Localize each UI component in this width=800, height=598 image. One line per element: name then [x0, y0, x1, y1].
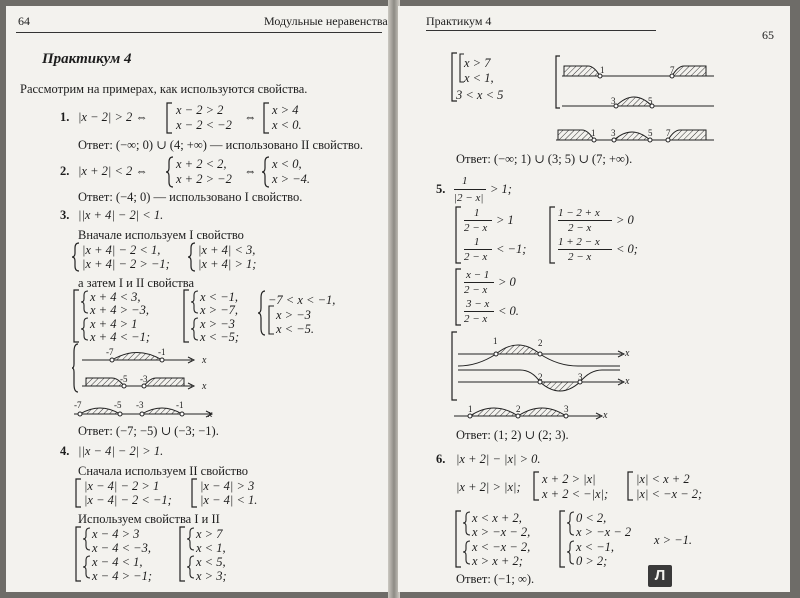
- right-page: [398, 6, 790, 592]
- ex6-sysB-1: |x| < x + 2: [636, 472, 690, 486]
- ex3-sysB-2: |x + 4| > 1;: [198, 257, 257, 271]
- ex3-number-lines: [72, 342, 222, 394]
- ex3-l1-label-1: -7: [106, 347, 114, 357]
- ex3-step2: а затем I и II свойства: [78, 276, 195, 290]
- ex1-bracket2: [262, 102, 270, 134]
- ex5-sysA-1-den: 2 − x: [464, 222, 488, 234]
- ex5-d-axis-3: x: [603, 410, 608, 421]
- intro-text: Рассмотрим на примерах, как используются свойства.: [20, 82, 308, 96]
- ex3-l2-label-1: -5: [120, 374, 128, 384]
- ex1-lhs: |x − 2| > 2 ⇔: [78, 110, 148, 124]
- ex3-sysA-2: |x + 4| − 2 > −1;: [82, 257, 170, 271]
- ex1-sys2-line2: x < 0.: [272, 118, 302, 132]
- ex6-sysD-2: x > −x − 2: [576, 525, 632, 539]
- ex4-sysC-3: x − 4 < 1,: [92, 555, 143, 569]
- ex4-sysD-4: x > 3;: [196, 569, 227, 583]
- ex4-sysB-2: |x − 4| < 1.: [200, 493, 258, 507]
- ex1-sys2-line1: x > 4: [272, 103, 299, 117]
- header-rule: [16, 32, 382, 33]
- ex2-brace2: [262, 156, 270, 188]
- ex4-l3-label-3: 5: [648, 128, 653, 138]
- ex2-sys1-line2: x + 2 > −2: [176, 172, 232, 186]
- ex4-sysC-1: x − 4 > 3: [92, 527, 140, 541]
- ex1-answer: Ответ: (−∞; 0) ∪ (4; +∞) — использовано II свойство.: [78, 138, 364, 152]
- ex5-d-label-5: 1: [468, 404, 473, 414]
- ex2-sys1-line1: x + 2 < 2,: [176, 157, 227, 171]
- ex5-d-label-2: 2: [538, 338, 543, 348]
- ex4-sysA-2: |x − 4| − 2 < −1;: [84, 493, 172, 507]
- ex4-number-lines: [554, 54, 720, 152]
- ex5-d-label-6: 2: [516, 404, 521, 414]
- ex3-l3-axis: x: [208, 409, 213, 420]
- ex5-frac-bar: [454, 189, 486, 190]
- ex4-sysC-4: x − 4 > −1;: [92, 569, 153, 583]
- ex3-l3-label-3: -3: [136, 400, 144, 410]
- ex3-sysD-4: x < −5;: [200, 330, 240, 344]
- ex5-sysB-2-rel: < 0;: [616, 242, 638, 256]
- ex6-sysA-2: x + 2 < −|x|;: [542, 487, 609, 501]
- ex2-sys2-line1: x < 0,: [272, 157, 302, 171]
- ex4-answer: Ответ: (−∞; 1) ∪ (3; 5) ∪ (7; +∞).: [456, 152, 633, 166]
- ex5-sysA-2-den: 2 − x: [464, 251, 488, 263]
- ex5-d-axis-2: x: [625, 376, 630, 387]
- ex5-bracket-c: [454, 268, 462, 326]
- ex3-answer: Ответ: (−7; −5) ∪ (−3; −1).: [78, 424, 219, 438]
- ex4-sysB-1: |x − 4| > 3: [200, 479, 255, 493]
- ex5-sysC-2-den: 2 − x: [464, 313, 488, 325]
- ex2-number: 2.: [60, 164, 70, 178]
- left-page: [6, 6, 390, 592]
- ex5-answer: Ответ: (1; 2) ∪ (2; 3).: [456, 428, 569, 442]
- ex6-line1: |x + 2| > |x|;: [456, 480, 521, 494]
- ex5-sysA-2-rel: < −1;: [496, 242, 527, 256]
- ex3-sysE-2: x > −3: [276, 308, 311, 322]
- ex5-sysC-1-den: 2 − x: [464, 284, 488, 296]
- ex5-sysA-2-num: 1: [474, 236, 480, 248]
- ex4-l3-label-1: 1: [591, 128, 596, 138]
- ex5-sysA-1-rel: > 1: [496, 213, 514, 227]
- ex5-number: 5.: [436, 182, 446, 196]
- ex3-sysC-2: x + 4 > −3,: [90, 303, 149, 317]
- ex4-l3-label-4: 7: [666, 128, 671, 138]
- ex6-sysC-3: x < −x − 2,: [472, 540, 531, 554]
- ex1-number: 1.: [60, 110, 70, 124]
- ex3-l3-label-1: -7: [74, 400, 82, 410]
- ex3-sysD-3: x > −3: [200, 317, 235, 331]
- ex5-sysB-1-den: 2 − x: [568, 222, 592, 234]
- ex3-step1: Вначале используем I свойство: [78, 228, 244, 242]
- ex5-sysA-1-num: 1: [474, 207, 480, 219]
- ex3-brace-b: [188, 242, 196, 272]
- ex3-brace-a: [72, 242, 80, 272]
- ex3-sysE-3: x < −5.: [276, 322, 315, 336]
- ex6-sysC-4: x > x + 2;: [472, 554, 523, 568]
- top-sys-3: 3 < x < 5: [456, 88, 504, 102]
- ex3-sysE-1: −7 < x < −1,: [268, 293, 336, 307]
- ex3-sysD-2: x > −7,: [200, 303, 239, 317]
- ex4-sysA-1: |x − 4| − 2 > 1: [84, 479, 160, 493]
- ex4-sysD-3: x < 5,: [196, 555, 226, 569]
- ex5-d-label-7: 3: [564, 404, 569, 414]
- ex5-sysC-1-rel: > 0: [498, 275, 516, 289]
- page-number: 64: [18, 14, 30, 28]
- ex5-sysC-2-num: 3 − x: [466, 298, 490, 310]
- ex6-sysD-1: 0 < 2,: [576, 511, 607, 525]
- ex5-sysB-1-num: 1 − 2 + x: [558, 207, 600, 219]
- ex5-d-axis-1: x: [625, 348, 630, 359]
- ex6-sysD-4: 0 > 2;: [576, 554, 608, 568]
- ex1-arrow: ⇔: [244, 110, 257, 124]
- ex2-lhs: |x + 2| < 2 ⇔: [78, 164, 148, 178]
- ex4-l1-label-1: 1: [600, 65, 605, 75]
- top-sys-2: x < 1,: [464, 71, 494, 85]
- ex5-sysC-1-num: x − 1: [466, 269, 490, 281]
- ex3-sysC-3: x + 4 > 1: [90, 317, 138, 331]
- ex3-sysC-1: x + 4 < 3,: [90, 290, 141, 304]
- ex4-sysC-2: x − 4 < −3,: [92, 541, 151, 555]
- ex3-sysC-4: x + 4 < −1;: [90, 330, 151, 344]
- ex5-sysC-2-rel: < 0.: [498, 304, 519, 318]
- ex4-l3-label-2: 3: [611, 128, 616, 138]
- ex3-l2-axis: x: [202, 381, 207, 392]
- ex4-sysD-1: x > 7: [196, 527, 223, 541]
- ex5-d-label-1: 1: [493, 336, 498, 346]
- ex3-sysA-1: |x + 4| − 2 < 1,: [82, 243, 161, 257]
- ex5-sysB-2-den: 2 − x: [568, 251, 592, 263]
- ex5-frac-den: |2 − x|: [454, 192, 484, 204]
- ex3-l3-label-4: -1: [176, 400, 184, 410]
- ex6-bracket-b: [626, 471, 634, 501]
- ex5-d-label-4: 3: [578, 372, 583, 382]
- ex4-bracket-a: [74, 478, 82, 508]
- ex5-d-label-3: 2: [538, 372, 543, 382]
- ex1-bracket: [165, 102, 173, 134]
- ex6-answer: Ответ: (−1; ∞).: [456, 572, 535, 586]
- ex6-sysA-1: x + 2 > |x|: [542, 472, 596, 486]
- ex6-sysC-2: x > −x − 2,: [472, 525, 531, 539]
- ex6-number: 6.: [436, 452, 446, 466]
- page-number: 65: [762, 28, 774, 42]
- ex5-sysB-1-rel: > 0: [616, 213, 634, 227]
- ex3-sysD-1: x < −1,: [200, 290, 239, 304]
- ex4-l2-label-1: 3: [611, 96, 616, 106]
- header-rule: [426, 30, 656, 31]
- ex3-l2-label-2: -3: [140, 374, 148, 384]
- ex6-sysC-1: x < x + 2,: [472, 511, 522, 525]
- ex4-bracket-b: [190, 478, 198, 508]
- ex3-l1-label-2: -1: [158, 347, 166, 357]
- ex1-sys1-line1: x − 2 > 2: [176, 103, 224, 117]
- ex2-answer: Ответ: (−4; 0) — использовано I свойство.: [78, 190, 303, 204]
- top-sys-1: x > 7: [464, 56, 491, 70]
- ex6-sysD-3: x < −1,: [576, 540, 615, 554]
- ex2-sys2-line2: x > −4.: [272, 172, 311, 186]
- ex6-sysB-2: |x| < −x − 2;: [636, 487, 703, 501]
- ex6-lhs: |x + 2| − |x| > 0.: [456, 452, 541, 466]
- ex5-lhs: > 1;: [490, 182, 512, 196]
- ex3-sysB-1: |x + 4| < 3,: [198, 243, 256, 257]
- ex2-arrow: ⇔: [244, 164, 257, 178]
- ex2-brace: [166, 156, 174, 188]
- ex4-lhs: ||x − 4| − 2| > 1.: [78, 444, 164, 458]
- ex4-sysD-2: x < 1,: [196, 541, 226, 555]
- ex3-l1-axis: x: [202, 355, 207, 366]
- ex6-result: x > −1.: [654, 533, 693, 547]
- publisher-logo: Л: [648, 565, 672, 587]
- ex3-result-line: [70, 402, 220, 420]
- running-title: Модульные неравенства: [264, 14, 388, 28]
- ex4-l1-label-2: 7: [670, 65, 675, 75]
- ex5-frac-num: 1: [462, 175, 468, 187]
- ex3-number: 3.: [60, 208, 70, 222]
- running-title: Практикум 4: [426, 14, 492, 28]
- ex5-sysB-2-num: 1 + 2 − x: [558, 236, 600, 248]
- ex1-sys1-line2: x − 2 < −2: [176, 118, 232, 132]
- ex5-bracket-a: [454, 206, 462, 264]
- heading: Практикум 4: [42, 51, 132, 67]
- ex4-step1: Сначала используем II свойство: [78, 464, 249, 478]
- ex4-number: 4.: [60, 444, 70, 458]
- ex3-lhs: ||x + 4| − 2| < 1.: [78, 208, 164, 222]
- ex4-l2-label-2: 5: [648, 96, 653, 106]
- ex3-l3-label-2: -5: [114, 400, 122, 410]
- ex5-bracket-b: [548, 206, 556, 264]
- ex6-bracket-a: [532, 471, 540, 501]
- ex4-step2: Используем свойства I и II: [78, 512, 220, 526]
